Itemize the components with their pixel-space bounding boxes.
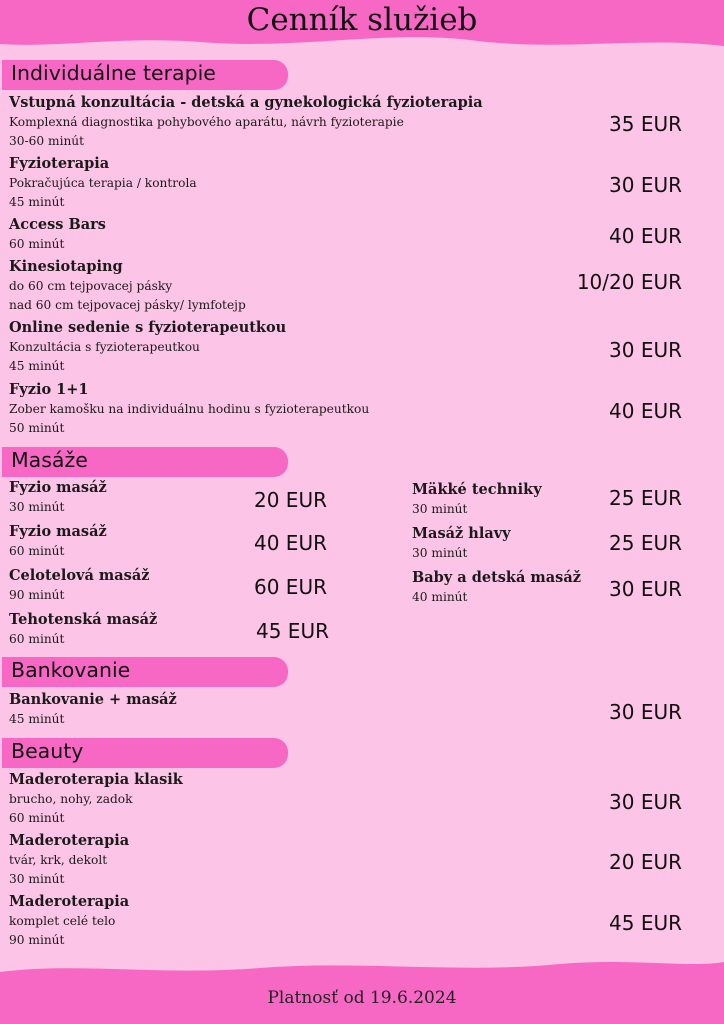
service-description: Pokračujúca terapia / kontrola <box>9 176 197 190</box>
service-name: Bankovanie + masáž <box>9 691 177 708</box>
service-item <box>9 215 106 254</box>
section-label: Beauty <box>11 739 84 763</box>
service-duration: 50 minút <box>9 421 65 435</box>
section-label: Masáže <box>11 448 88 472</box>
service-item <box>9 610 157 649</box>
service-name: Fyzio masáž <box>9 479 107 496</box>
service-price: 30 EUR <box>609 790 682 814</box>
service-name: Masáž hlavy <box>412 525 511 542</box>
service-name: Maderoterapia klasik <box>9 771 183 788</box>
service-description: Komplexná diagnostika pohybového aparátu, návrh fyzioterapie <box>9 115 404 129</box>
service-description: do 60 cm tejpovacej pásky <box>9 279 173 293</box>
service-name: Tehotenská masáž <box>9 611 158 628</box>
service-price: 45 EUR <box>256 619 329 643</box>
service-duration: 30 minút <box>412 502 468 516</box>
section-header-individual <box>2 60 288 90</box>
service-item <box>412 480 542 519</box>
service-item <box>9 380 369 438</box>
service-duration: 90 minút <box>9 933 65 947</box>
service-name: Kinesiotaping <box>9 258 123 275</box>
service-description: Konzultácia s fyzioterapeutkou <box>9 340 200 354</box>
service-duration: 60 minút <box>9 632 65 646</box>
service-name: Celotelová masáž <box>9 567 150 584</box>
service-item <box>9 93 483 151</box>
service-name: Fyzio 1+1 <box>9 381 89 398</box>
service-name: Mäkké techniky <box>412 481 542 498</box>
service-item <box>412 568 581 607</box>
service-item <box>9 318 286 376</box>
service-name: Vstupná konzultácia - detská a gynekologická fyzioterapia <box>9 94 483 111</box>
service-item <box>9 892 129 950</box>
service-price: 30 EUR <box>609 700 682 724</box>
validity-footer: Platnosť od 19.6.2024 <box>267 988 457 1008</box>
service-item <box>9 154 197 212</box>
service-item <box>9 522 107 561</box>
service-duration: 30-60 minút <box>9 134 85 148</box>
service-duration: 30 minút <box>9 500 65 514</box>
service-price: 25 EUR <box>609 531 682 555</box>
service-price: 25 EUR <box>609 486 682 510</box>
service-name: Online sedenie s fyzioterapeutkou <box>9 319 287 336</box>
service-item <box>9 770 183 828</box>
service-price: 30 EUR <box>609 173 682 197</box>
section-label: Individuálne terapie <box>11 61 216 85</box>
section-header-beauty <box>2 738 288 768</box>
service-name: Fyzio masáž <box>9 523 107 540</box>
service-item <box>9 257 246 315</box>
service-duration: 30 minút <box>9 872 65 886</box>
section-header-massages <box>2 447 288 477</box>
section-header-cupping <box>2 657 288 687</box>
service-price: 40 EUR <box>254 531 327 555</box>
service-description: tvár, krk, dekolt <box>9 853 108 867</box>
service-description: Zober kamošku na individuálnu hodinu s fyzioterapeutkou <box>9 402 370 416</box>
service-price: 35 EUR <box>609 112 682 136</box>
service-name: Maderoterapia <box>9 893 130 910</box>
service-duration: 45 minút <box>9 359 65 373</box>
service-item <box>9 690 177 729</box>
service-price: 30 EUR <box>609 338 682 362</box>
service-duration: 30 minút <box>412 546 468 560</box>
service-description: brucho, nohy, zadok <box>9 792 133 806</box>
service-duration: 40 minút <box>412 590 468 604</box>
service-price: 40 EUR <box>609 224 682 248</box>
service-duration: 90 minút <box>9 588 65 602</box>
service-item <box>412 524 511 563</box>
service-price: 20 EUR <box>609 850 682 874</box>
service-duration: 45 minút <box>9 195 65 209</box>
service-name: Access Bars <box>9 216 106 233</box>
service-name: Baby a detská masáž <box>412 569 581 586</box>
service-price: 20 EUR <box>254 488 327 512</box>
service-duration: 60 minút <box>9 544 65 558</box>
service-price: 10/20 EUR <box>576 270 682 294</box>
service-item <box>9 831 129 889</box>
service-item <box>9 566 149 605</box>
service-name: Fyzioterapia <box>9 155 110 172</box>
service-price: 40 EUR <box>609 399 682 423</box>
service-description: nad 60 cm tejpovacej pásky/ lymfotejp <box>9 298 246 312</box>
service-price: 60 EUR <box>254 575 327 599</box>
service-price: 45 EUR <box>609 911 682 935</box>
service-duration: 45 minút <box>9 712 65 726</box>
service-description: komplet celé telo <box>9 914 116 928</box>
service-price: 30 EUR <box>609 577 682 601</box>
service-item <box>9 478 107 517</box>
service-duration: 60 minút <box>9 237 65 251</box>
service-name: Maderoterapia <box>9 832 130 849</box>
page-title: Cenník služieb <box>246 2 478 38</box>
service-duration: 60 minút <box>9 811 65 825</box>
section-label: Bankovanie <box>11 658 131 682</box>
